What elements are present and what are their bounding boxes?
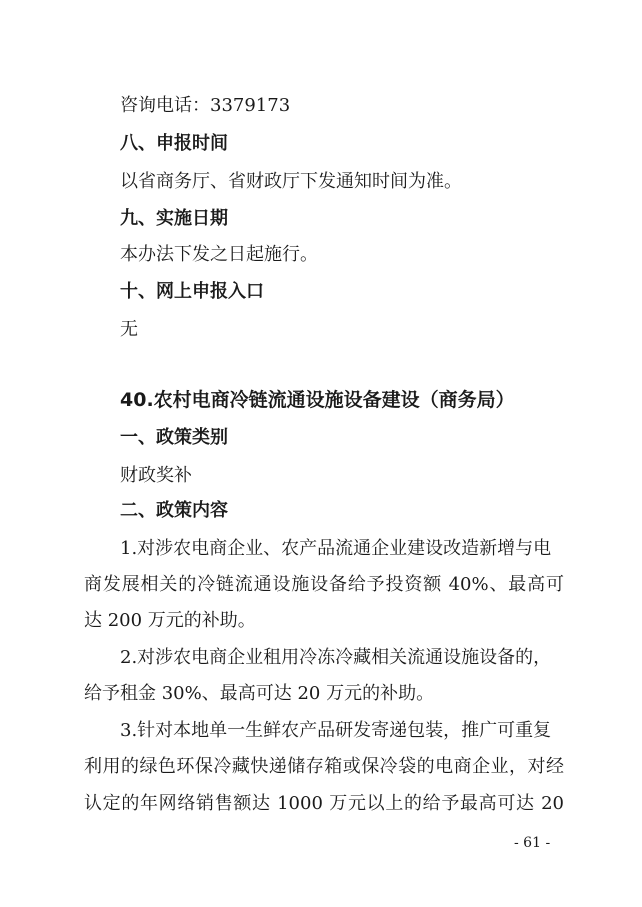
section-heading-effective-date: 九、实施日期: [120, 208, 228, 229]
section-heading-online-portal: 十、网上申报入口: [120, 281, 264, 302]
contact-phone: 咨询电话：3379173: [120, 95, 291, 116]
page-number: - 61 -: [514, 835, 551, 851]
application-time-text: 以省商务厅、省财政厅下发通知时间为准。: [120, 171, 462, 192]
policy-category-text: 财政奖补: [120, 465, 192, 486]
item3-line-2: 利用的绿色环保冷藏快递储存箱或保冷袋的电商企业，对经: [84, 756, 564, 777]
policy-title: 40.农村电商冷链流通设施设备建设（商务局）: [120, 389, 515, 411]
item1-line-2: 商发展相关的冷链流通设施设备给予投资额 40%、最高可: [84, 574, 564, 595]
item2-line-2: 给予租金 30%、最高可达 20 万元的补助。: [84, 683, 435, 704]
section-heading-policy-content: 二、政策内容: [120, 500, 228, 521]
item2-line-1: 2.对涉农电商企业租用冷冻冷藏相关流通设施设备的，: [120, 647, 552, 668]
item1-line-1: 1.对涉农电商企业、农产品流通企业建设改造新增与电: [120, 538, 552, 559]
effective-date-text: 本办法下发之日起施行。: [120, 244, 318, 265]
item1-line-3: 达 200 万元的补助。: [84, 610, 256, 631]
item3-line-3: 认定的年网络销售额达 1000 万元以上的给予最高可达 20: [84, 793, 564, 814]
section-heading-application-time: 八、申报时间: [120, 133, 228, 154]
item3-line-1: 3.针对本地单一生鲜农产品研发寄递包装，推广可重复: [120, 720, 552, 741]
online-portal-text: 无: [120, 319, 138, 340]
section-heading-policy-category: 一、政策类别: [120, 427, 228, 448]
